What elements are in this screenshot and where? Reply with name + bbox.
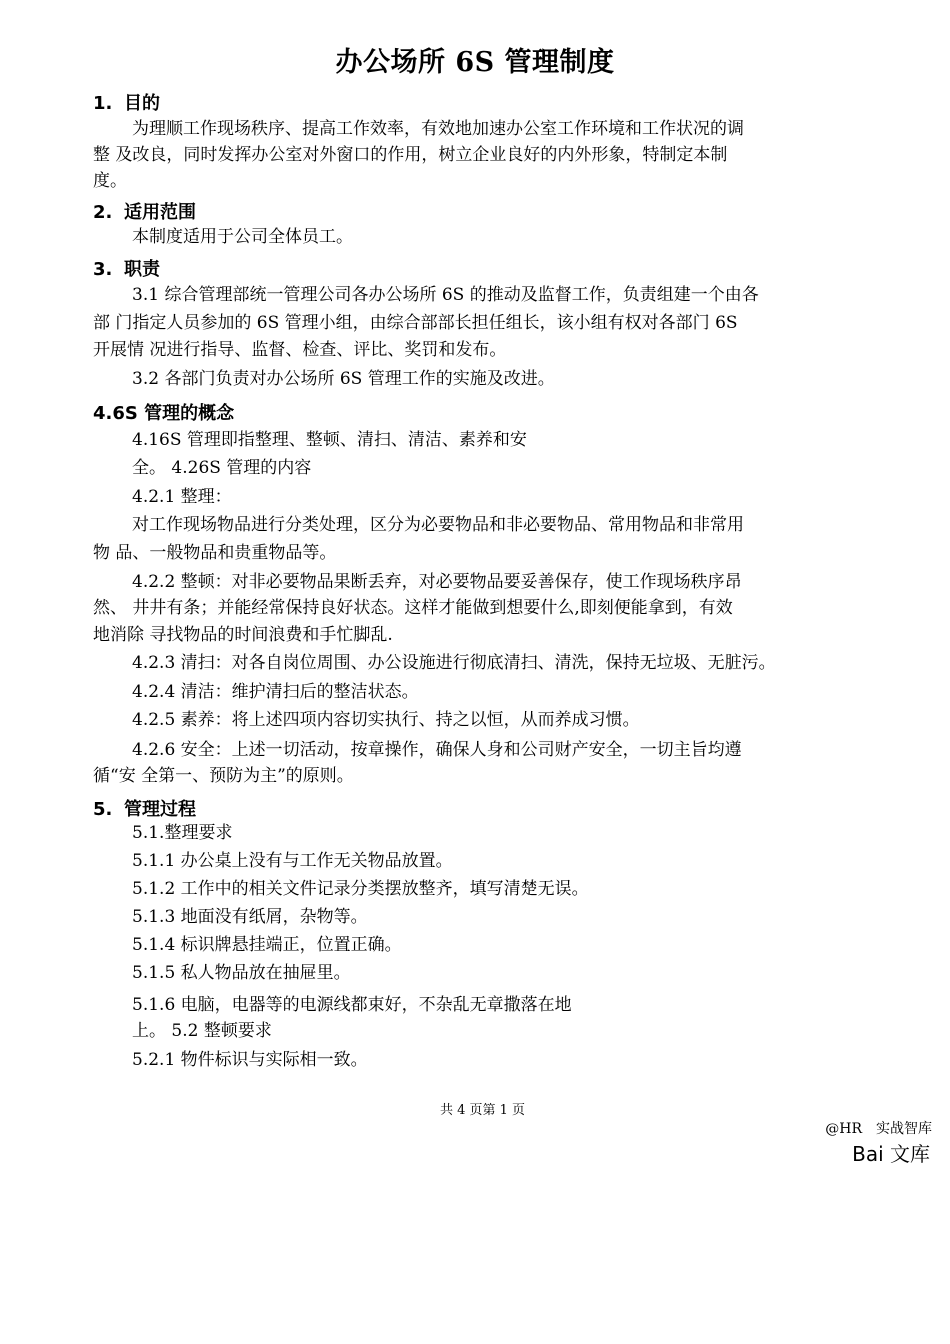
section-title: 管理过程 xyxy=(124,799,196,820)
paragraph-line: 开展情 况进行指导、监督、检查、评比、奖罚和发布。 xyxy=(93,340,507,360)
paragraph-line: 上。 5.2 整顿要求 xyxy=(132,1021,272,1041)
paragraph-line: 地消除 寻找物品的时间浪费和手忙脚乱. xyxy=(93,625,393,645)
brand-wenku: Bai 文库 xyxy=(852,1142,930,1166)
section-heading-purpose xyxy=(93,89,160,115)
paragraph-line: 度。 xyxy=(93,171,127,191)
section-title: 职责 xyxy=(124,259,160,280)
paragraph-line: 4.2.5 素养：将上述四项内容切实执行、持之以恒，从而养成习惯。 xyxy=(132,710,640,730)
paragraph-line: 为理顺工作现场秩序、提高工作效率，有效地加速办公室工作环境和工作状况的调 xyxy=(132,119,744,139)
paragraph-line: 全。 4.26S 管理的内容 xyxy=(132,458,312,478)
paragraph-line: 物 品、一般物品和贵重物品等。 xyxy=(93,543,337,563)
paragraph-line: 4.2.3 清扫：对各自岗位周围、办公设施进行彻底清扫、清洗，保持无垃圾、无脏污。 xyxy=(132,653,776,673)
paragraph-line: 5.1.整理要求 xyxy=(132,823,233,843)
section-number: 3. xyxy=(93,259,113,280)
paragraph-line: 5.1.6 电脑，电器等的电源线都束好，不杂乱无章撒落在地 xyxy=(132,995,572,1015)
section-title: 4.6S 管理的概念 xyxy=(93,403,235,424)
section-number: 5. xyxy=(93,799,113,820)
paragraph-line: 4.2.1 整理： xyxy=(132,487,232,507)
paragraph-line: 4.16S 管理即指整理、整顿、清扫、清洁、素养和安 xyxy=(132,430,527,450)
section-heading-process xyxy=(93,795,196,821)
brand-name: 实战智库 xyxy=(876,1121,932,1137)
brand-hr: @HR xyxy=(825,1121,862,1137)
document-title: 办公场所 6S 管理制度 xyxy=(335,47,615,78)
paragraph-line: 然、 井井有条；并能经常保持良好状态。这样才能做到想要什么,即刻便能拿到，有效 xyxy=(93,598,733,618)
paragraph-line: 4.2.6 安全：上述一切活动，按章操作，确保人身和公司财产安全，一切主旨均遵 xyxy=(132,740,742,760)
paragraph-line: 对工作现场物品进行分类处理，区分为必要物品和非必要物品、常用物品和非常用 xyxy=(132,515,744,535)
paragraph-line: 部 门指定人员参加的 6S 管理小组，由综合部部长担任组长，该小组有权对各部门 6S xyxy=(93,313,738,333)
paragraph-line: 循“安 全第一、预防为主”的原则。 xyxy=(93,766,354,786)
paragraph-line: 5.1.4 标识牌悬挂端正，位置正确。 xyxy=(132,935,402,955)
section-number: 1. xyxy=(93,93,113,114)
paragraph-line: 5.1.2 工作中的相关文件记录分类摆放整齐，填写清楚无误。 xyxy=(132,879,589,899)
paragraph-line: 4.2.4 清洁：维护清扫后的整洁状态。 xyxy=(132,682,419,702)
page-footer: 共 4 页第 1 页 xyxy=(439,1103,526,1118)
paragraph-line: 4.2.2 整顿：对非必要物品果断丢弃，对必要物品要妥善保存，使工作现场秩序昂 xyxy=(132,572,742,592)
paragraph-line: 5.2.1 物件标识与实际相一致。 xyxy=(132,1050,368,1070)
section-heading-scope xyxy=(93,198,196,224)
paragraph-line: 3.1 综合管理部统一管理公司各办公场所 6S 的推动及监督工作，负责组建一个由各 xyxy=(132,285,759,305)
section-title: 适用范围 xyxy=(124,202,196,223)
paragraph-line: 3.2 各部门负责对办公场所 6S 管理工作的实施及改进。 xyxy=(132,369,555,389)
paragraph-line: 本制度适用于公司全体员工。 xyxy=(132,227,353,247)
paragraph-line: 5.1.3 地面没有纸屑，杂物等。 xyxy=(132,907,368,927)
section-heading-duties xyxy=(93,255,160,281)
brand-watermark xyxy=(825,1118,932,1138)
paragraph-line: 5.1.1 办公桌上没有与工作无关物品放置。 xyxy=(132,851,453,871)
section-heading-concept xyxy=(93,399,234,425)
paragraph-line: 5.1.5 私人物品放在抽屉里。 xyxy=(132,963,351,983)
section-number: 2. xyxy=(93,202,113,223)
section-title: 目的 xyxy=(124,93,160,114)
paragraph-line: 整 及改良，同时发挥办公室对外窗口的作用，树立企业良好的内外形象，特制定本制 xyxy=(93,145,728,165)
